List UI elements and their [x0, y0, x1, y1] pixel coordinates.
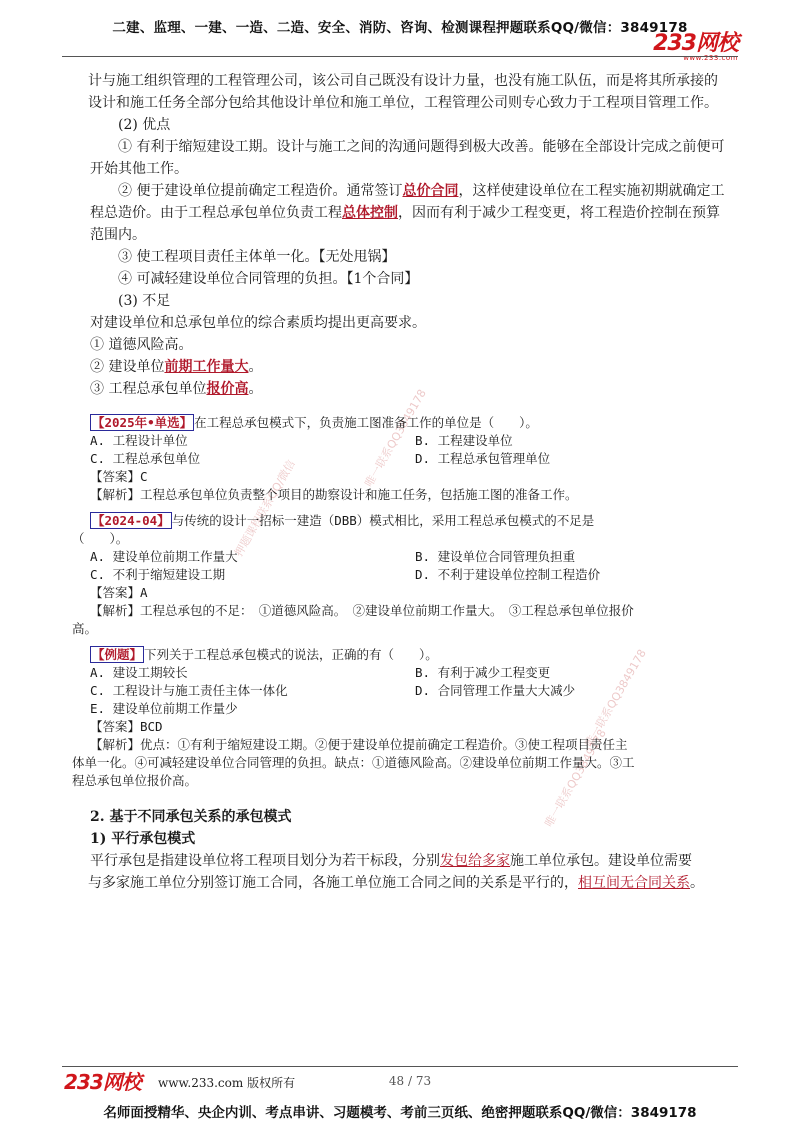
question-stem: 【例题】 下列关于工程总承包模式的说法，正确的有（ ）。: [92, 647, 438, 662]
subsection-heading: 1) 平行承包模式: [90, 831, 196, 847]
highlight-term: 报价高: [206, 381, 249, 397]
footer-site: www.233.com 版权所有: [158, 1076, 296, 1090]
advantage-3: ③ 使工程项目责任主体单一化。【无处甩锅】: [118, 249, 396, 265]
highlight-term: 总体控制: [342, 205, 398, 221]
options-row: [90, 566, 740, 584]
footer-divider: [62, 1066, 738, 1067]
question-block: [72, 646, 740, 790]
advantage-1-cont: 开始其他工作。: [90, 161, 188, 177]
option: D. 不利于建设单位控制工程造价: [415, 567, 601, 582]
highlight-term: 前期工作量大: [164, 359, 249, 375]
brand-logo: 233网校 www.233.com: [653, 31, 738, 62]
header-contact-text: 二建、监理、一建、一造、二造、安全、消防、咨询、检测课程押题联系QQ/微信：3849178: [112, 20, 688, 36]
analysis: 【解析】工程总承包单位负责整个项目的勘察设计和施工任务，包括施工图的准备工作。: [90, 487, 578, 502]
document-body: [72, 70, 740, 894]
advantage-2-cont: 程总造价。由于工程总承包单位负责工程总体控制，因而有利于减少工程变更，将工程造价控制在预算: [90, 205, 720, 221]
option: B. 有利于减少工程变更: [415, 665, 551, 680]
highlight-term: 相互间无合同关系: [578, 875, 690, 891]
options-row: [90, 450, 740, 468]
watermark: 唯一联系QQ3849178: [582, 647, 649, 750]
watermark: 押题课程联系QQ/微信: [232, 457, 298, 559]
option: C. 不利于缩短建设工期: [90, 567, 226, 582]
answer: 【答案】C: [90, 469, 148, 484]
shortcomings-intro: 对建设单位和总承包单位的综合素质均提出更高要求。: [90, 315, 426, 331]
footer-contact-text: 名师面授精华、央企内训、考点串讲、习题模考、考前三页纸、绝密押题联系QQ/微信：3849178: [103, 1105, 697, 1121]
question-block: [72, 512, 740, 638]
analysis: 【解析】优点：①有利于缩短建设工期。②便于建设单位提前确定工程造价。③使工程项目责任主: [90, 737, 628, 752]
question-tag: 【2024-04】: [92, 513, 170, 528]
option: B. 工程建设单位: [415, 433, 513, 448]
question-tag: 【例题】: [92, 647, 143, 662]
footer-logo: 233网校: [64, 1070, 141, 1094]
options-row: [90, 548, 740, 566]
question-stem: 【2024-04】 与传统的设计一招标一建造（DBB）模式相比，采用工程总承包模式的不足是: [92, 513, 595, 528]
option: A. 工程设计单位: [90, 433, 188, 448]
analysis-cont: 体单一化。④可减轻建设单位合同管理的负担。缺点：①道德风险高。②建设单位前期工作量大。③工: [72, 755, 635, 770]
analysis: 【解析】工程总承包的不足： ①道德风险高。 ②建设单位前期工作量大。 ③工程总承包单位报价: [90, 603, 634, 618]
option: D. 合同管理工作量大大减少: [415, 683, 576, 698]
highlight-term: 总价合同: [402, 183, 459, 199]
shortcoming-3: ③ 工程总承包单位报价高。: [90, 381, 263, 397]
option: B. 建设单位合同管理负担重: [415, 549, 576, 564]
shortcoming-2: ② 建设单位前期工作量大。: [90, 359, 263, 375]
highlight-term: 发包给多家: [440, 853, 510, 869]
option: D. 工程总承包管理单位: [415, 451, 551, 466]
advantage-4: ④ 可减轻建设单位合同管理的负担。【1个合同】: [118, 271, 419, 287]
question-stem: 【2025年•单选】 在工程总承包模式下，负责施工图准备工作的单位是（ ）。: [92, 415, 538, 430]
analysis-cont: 程总承包单位报价高。: [72, 773, 198, 788]
section-heading: 2. 基于不同承包关系的承包模式: [90, 809, 292, 825]
advantage-2: ② 便于建设单位提前确定工程造价。通常签订总价合同，这样使建设单位在工程实施初期就确定工: [118, 183, 725, 199]
options-row: [90, 664, 740, 682]
page-header: [0, 0, 800, 60]
page-number: 48 / 73: [388, 1074, 432, 1088]
watermark: 唯一联系QQ3849178: [542, 727, 609, 830]
advantage-2-cont: 范围内。: [90, 227, 146, 243]
question-block: [90, 414, 740, 504]
answer: 【答案】A: [90, 585, 148, 600]
section-paragraph-cont: 与多家施工单位分别签订施工合同，各施工单位施工合同之间的关系是平行的，相互间无合同关系。: [88, 875, 704, 891]
options-row: [90, 432, 740, 450]
header-divider: [62, 56, 738, 57]
shortcoming-1: ① 道德风险高。: [90, 337, 193, 353]
section-paragraph: 平行承包是指建设单位将工程项目划分为若干标段，分别发包给多家施工单位承包。建设单位需要: [90, 853, 692, 869]
answer: 【答案】BCD: [90, 719, 163, 734]
option: A. 建设单位前期工作量大: [90, 549, 238, 564]
advantages-title: (2) 优点: [118, 117, 171, 133]
analysis-cont: 高。: [72, 621, 98, 636]
intro-line: 计与施工组织管理的工程管理公司，该公司自己既没有设计力量，也没有施工队伍，而是将其所承接的: [88, 73, 718, 89]
option: C. 工程设计与施工责任主体一体化: [90, 683, 288, 698]
question-tag: 【2025年•单选】: [92, 415, 193, 430]
question-stem-cont: （ ）。: [72, 531, 129, 546]
shortcomings-title: (3) 不足: [118, 293, 171, 309]
options-row: [90, 682, 740, 700]
intro-line: 设计和施工任务全部分包给其他设计单位和施工单位，工程管理公司则专心致力于工程项目管理工作。: [88, 95, 718, 111]
option: A. 建设工期较长: [90, 665, 188, 680]
option: C. 工程总承包单位: [90, 451, 201, 466]
option: E. 建设单位前期工作量少: [90, 701, 238, 716]
advantage-1: ① 有利于缩短建设工期。设计与施工之间的沟通问题得到极大改善。能够在全部设计完成之前便可: [118, 139, 725, 155]
watermark: 唯一联系QQ3849178: [362, 387, 429, 490]
